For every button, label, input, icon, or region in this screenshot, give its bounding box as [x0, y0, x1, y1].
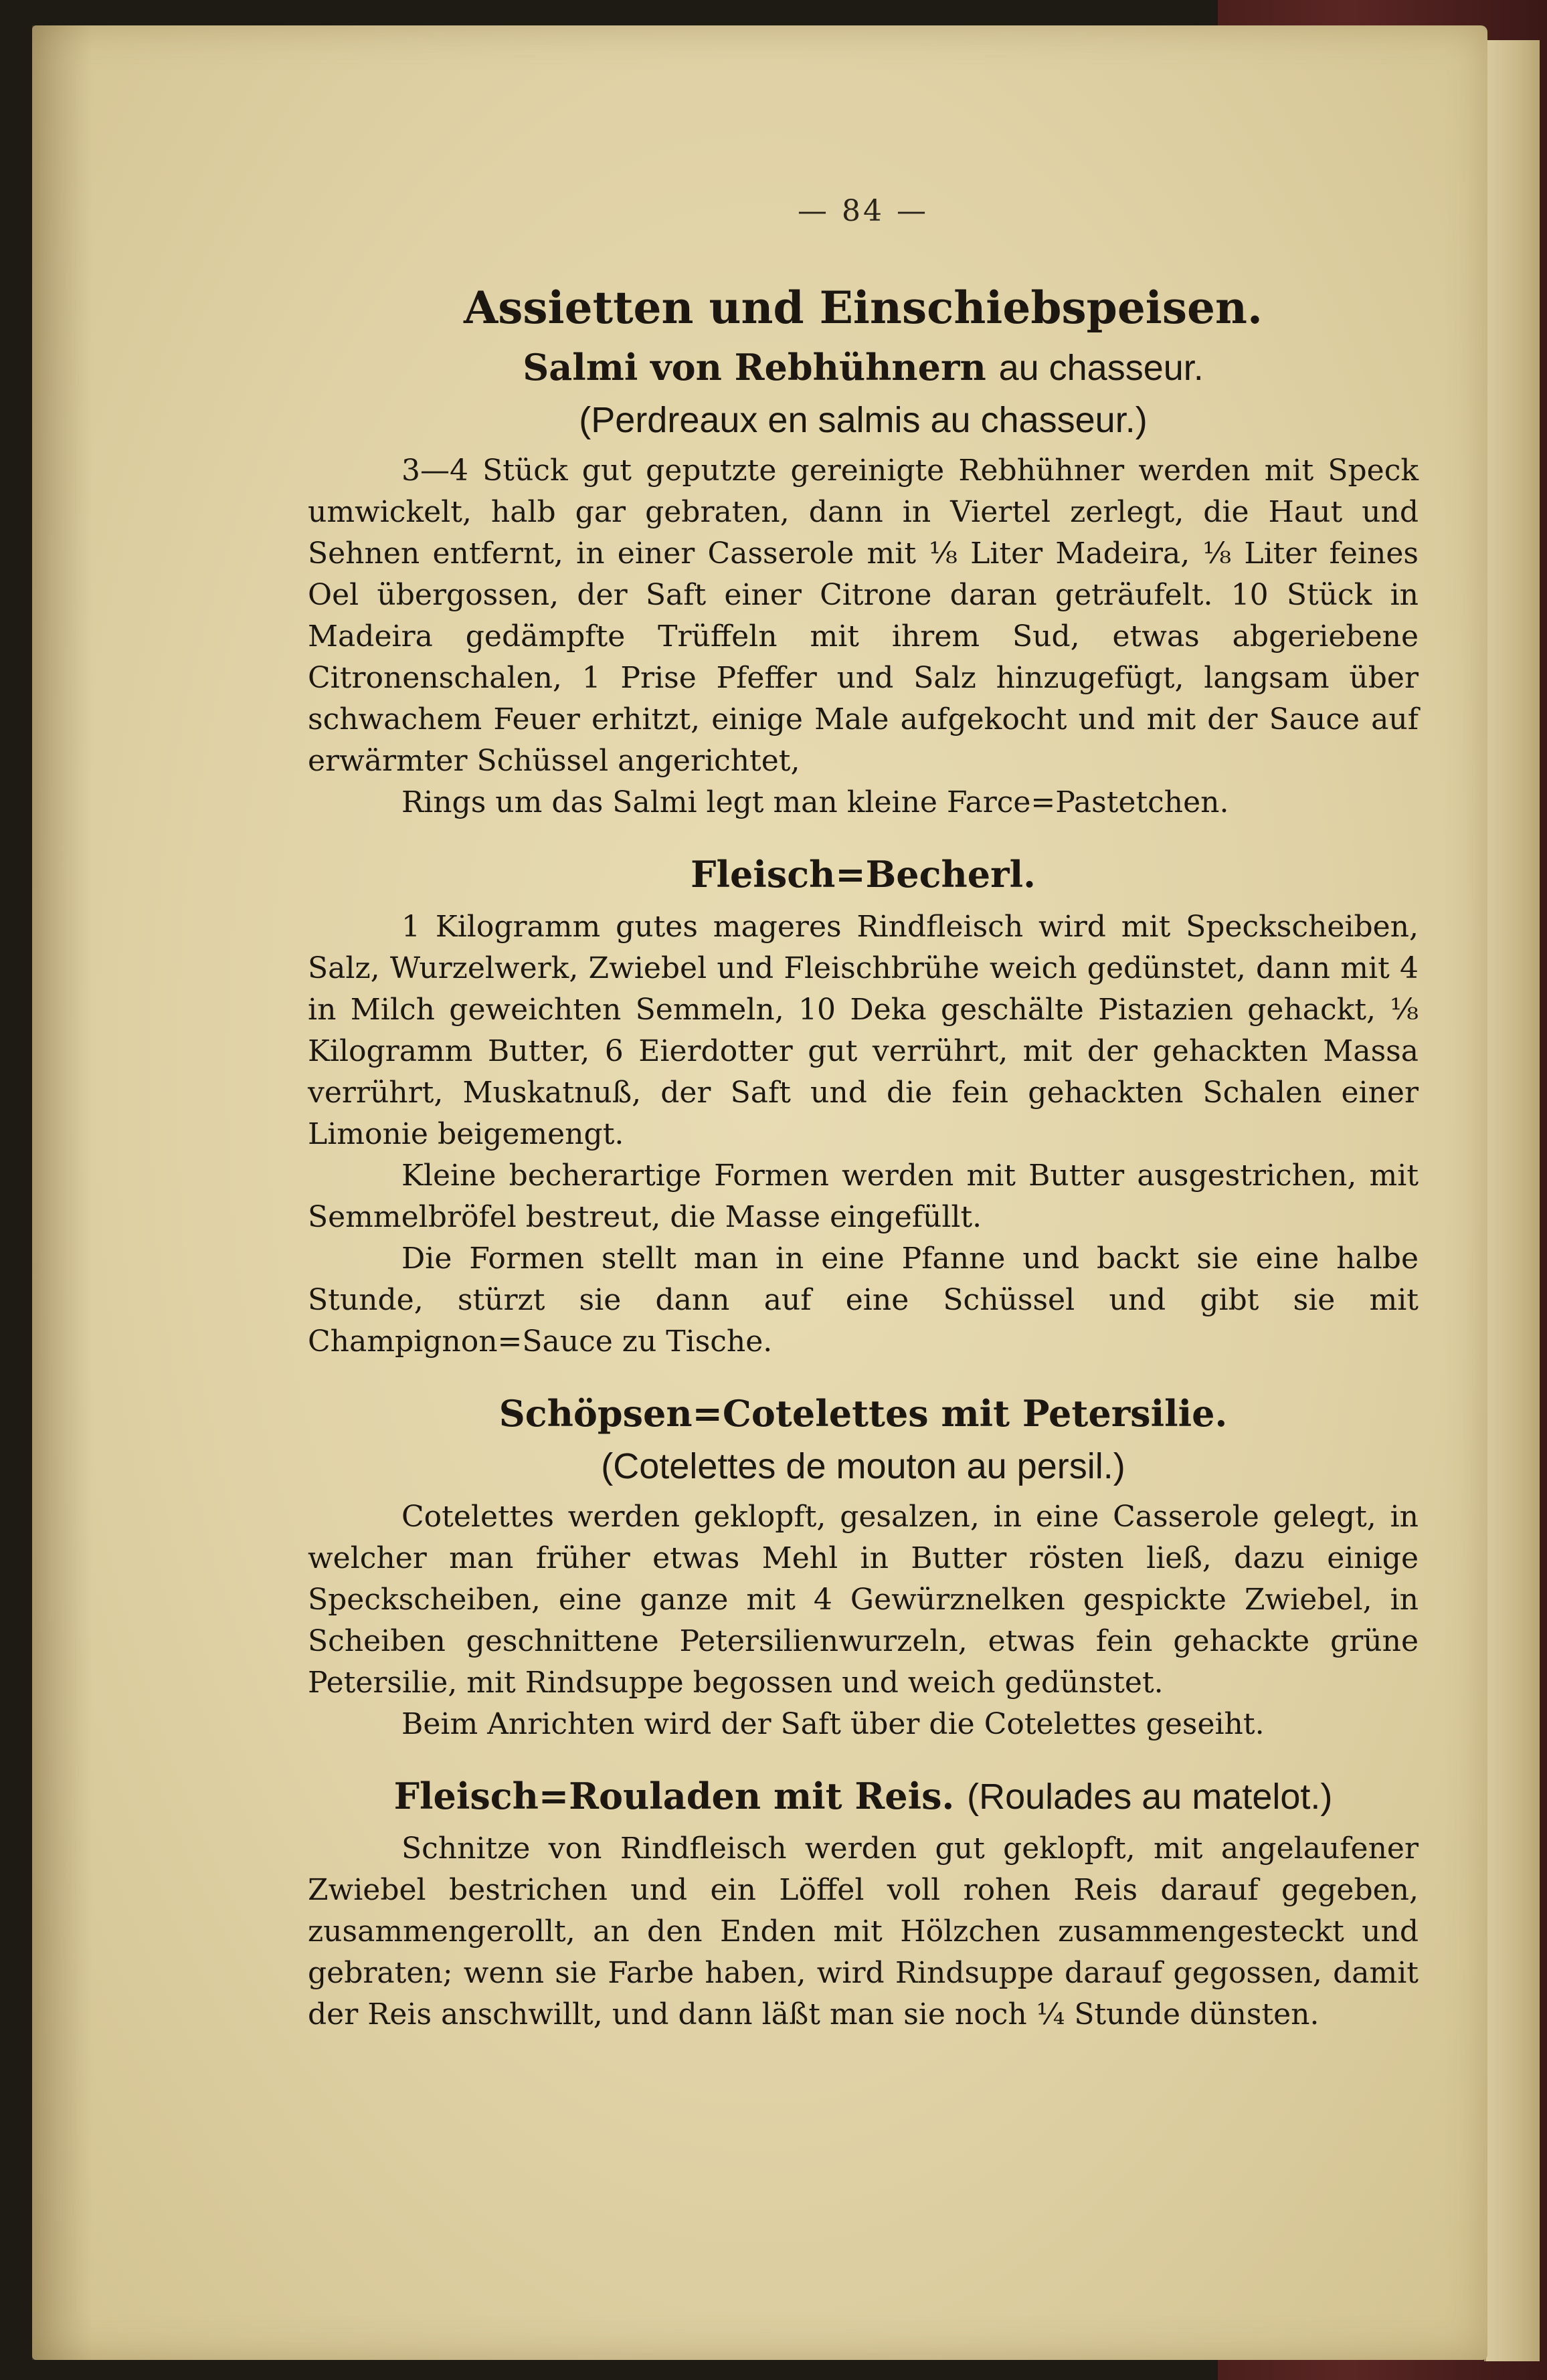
recipe-schoepsen-cotelettes [308, 1392, 1419, 1745]
recipe-subtitle: (Perdreaux en salmis au chasseur.) [579, 400, 1148, 440]
recipe-subtitle: (Cotelettes de mouton au persil.) [601, 1446, 1125, 1486]
recipe-title [308, 346, 1419, 389]
recipe-title-text: Schöpsen=Cotelettes mit Petersilie. [498, 1392, 1228, 1435]
recipe-title-latin: (Roulades au matelot.) [967, 1777, 1333, 1817]
recipe-paragraph: Cotelettes werden geklopft, gesalzen, in eine Casserole gelegt, in welcher man früher etwas Mehl in Butter rösten ließ, dazu einige Speckscheiben, eine ganze mit 4 Gewürznelken gespickte Zwiebel, in Scheiben geschnittene Petersilienwurzeln, etwas fein gehackte grüne Petersilie, mit Rindsuppe begossen und weich gedünstet. [308, 1500, 1419, 1700]
section-title: Assietten und Einschiebspeisen. [464, 282, 1263, 334]
page-number: — 84 — [798, 194, 929, 228]
recipe-fleisch-rouladen [308, 1775, 1419, 2036]
recipe-title [308, 1775, 1419, 1817]
recipe-title-text: Fleisch=Becherl. [691, 853, 1036, 896]
recipe-title [308, 853, 1419, 896]
recipe-paragraph: Die Formen stellt man in eine Pfanne und backt sie eine halbe Stunde, stürzt sie dann auf eine Schüssel und gibt sie mit Champignon=Sauce zu Tische. [308, 1242, 1419, 1359]
recipe-title-text: Fleisch=Rouladen mit Reis. [393, 1775, 955, 1817]
page-fore-edge [1484, 40, 1540, 2361]
page-content [308, 194, 1419, 2036]
recipe-title [308, 1392, 1419, 1435]
recipe-paragraph: Schnitze von Rindfleisch werden gut geklopft, mit angelaufener Zwiebel bestrichen und ein Löffel voll rohen Reis darauf gegeben, zusammengerollt, an den Enden mit Hölzchen zusammengesteckt und gebraten; wenn sie Farbe haben, wird Rindsuppe darauf gegossen, damit der Reis anschwillt, und dann läßt man sie noch ¼ Stunde dünsten. [308, 1831, 1419, 2031]
recipe-paragraph: 1 Kilogramm gutes mageres Rindfleisch wird mit Speckscheiben, Salz, Wurzelwerk, Zwiebel und Fleischbrühe weich gedünstet, dann mit 4 in Milch geweichten Semmeln, 10 Deka geschälte Pistazien gehackt, ⅛ Kilogramm Butter, 6 Eierdotter gut verrührt, mit der gehackten Massa verrührt, Muskatnuß, der Saft und die fein gehackten Schalen einer Limonie beigemengt. [308, 910, 1419, 1151]
recipe-paragraph: Beim Anrichten wird der Saft über die Cotelettes geseiht. [401, 1707, 1265, 1741]
recipe-paragraph: Kleine becherartige Formen werden mit Butter ausgestrichen, mit Semmelbröfel bestreut, die Masse eingefüllt. [308, 1159, 1419, 1234]
recipe-paragraph: Rings um das Salmi legt man kleine Farce=Pastetchen. [401, 785, 1229, 819]
recipe-salmi [308, 346, 1419, 823]
recipe-title-latin: au chasseur. [998, 348, 1204, 388]
recipe-fleisch-becherl [308, 853, 1419, 1363]
recipe-title-text: Salmi von Rebhühnern [523, 346, 986, 389]
recipe-paragraph: 3—4 Stück gut geputzte gereinigte Rebhühner werden mit Speck umwickelt, halb gar gebraten, dann in Viertel zerlegt, die Haut und Sehnen entfernt, in einer Casserole mit ⅛ Liter Madeira, ⅛ Liter feines Oel übergossen, der Saft einer Citrone daran geträufelt. 10 Stück in Madeira gedämpfte Trüffeln mit ihrem Sud, etwas abgeriebene Citronenschalen, 1 Prise Pfeffer und Salz hinzugefügt, langsam über schwachem Feuer erhitzt, einige Male aufgekocht und mit der Sauce auf erwärmter Schüssel angerichtet, [308, 454, 1419, 778]
